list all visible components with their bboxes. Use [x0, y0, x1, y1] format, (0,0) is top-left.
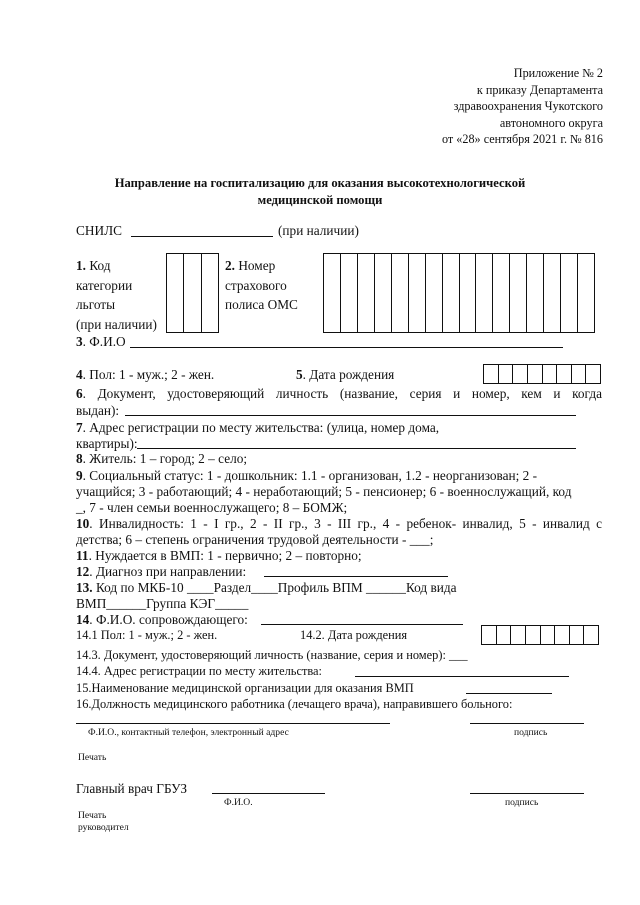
escort-address-field[interactable]: [355, 676, 569, 677]
entry-cell[interactable]: [476, 254, 493, 332]
field-2-line-1: Номер: [238, 258, 276, 273]
entry-cell[interactable]: [513, 365, 528, 383]
appendix-department: здравоохранения Чукотского: [453, 99, 603, 114]
field-2-label: [225, 256, 298, 315]
chief-doctor-signature-line[interactable]: [470, 793, 584, 794]
field-7-text: . Адрес регистрации по месту жительства: (улица, номер дома,: [82, 420, 440, 435]
snils-note: (при наличии): [278, 223, 359, 238]
field-1-line-2: категории: [76, 277, 133, 293]
field-10-text: . Инвалидность: 1 - I гр., 2 - II гр., 3 - III гр., 4 - ребенок- инвалид, 5 - инвалид с: [89, 516, 602, 531]
field-16-label: 16.Должность медицинского работника (лечащего врача), направившего больного:: [76, 697, 513, 711]
entry-cell[interactable]: [482, 626, 497, 644]
field-3-number: 3: [76, 334, 83, 349]
entry-cell[interactable]: [341, 254, 358, 332]
entry-cell[interactable]: [493, 254, 510, 332]
field-11-label: [76, 548, 362, 564]
field-14-2-label: 14.2. Дата рождения: [300, 628, 408, 642]
field-7-line-1: [76, 420, 439, 436]
field-1-line-4: (при наличии): [76, 316, 157, 332]
field-2-policy-number-boxes[interactable]: [323, 253, 595, 333]
entry-cell[interactable]: [392, 254, 409, 332]
appendix-number: Приложение № 2: [513, 66, 603, 80]
field-9-line-2: учащийся; 3 - работающий; 4 - неработающий; 5 - пенсионер; 6 - военнослужащий, код: [76, 484, 572, 499]
code-cell[interactable]: [167, 254, 184, 332]
code-cell[interactable]: [184, 254, 201, 332]
field-1-line-3: льготы: [76, 297, 116, 312]
entry-cell[interactable]: [526, 626, 541, 644]
field-14-4-label: 14.4. Адрес регистрации по месту жительства:: [76, 664, 322, 678]
field-11-number: 11: [76, 548, 89, 563]
entry-cell[interactable]: [499, 365, 514, 383]
code-cell[interactable]: [202, 254, 218, 332]
entry-cell[interactable]: [544, 254, 561, 332]
field-2-line-2: страхового: [225, 277, 287, 293]
snils-label: СНИЛС: [76, 223, 122, 238]
field-14-1-label: 14.1 Пол: 1 - муж.; 2 - жен.: [76, 628, 218, 642]
field-9-line-1: [76, 468, 537, 484]
entry-cell[interactable]: [561, 254, 578, 332]
field-10-line-1: [76, 516, 602, 532]
field-6-line-1: [76, 386, 602, 402]
field-2-line-3: полиса ОМС: [225, 297, 298, 312]
fio-field[interactable]: [130, 347, 563, 348]
doctor-fio-caption: Ф.И.О., контактный телефон, электронный адрес: [88, 727, 289, 738]
entry-cell[interactable]: [527, 254, 544, 332]
chief-fio-caption: Ф.И.О.: [224, 797, 253, 808]
field-13-line-2: ВМП______Группа КЭГ_____: [76, 596, 249, 611]
entry-cell[interactable]: [528, 365, 543, 383]
entry-cell[interactable]: [586, 365, 600, 383]
field-7-number: 7: [76, 420, 83, 435]
field-1-label: [76, 256, 157, 334]
entry-cell[interactable]: [578, 254, 594, 332]
field-13-text: Код по МКБ-10 ____Раздел____Профиль ВПМ ______Код вида: [92, 580, 457, 595]
field-6-line-2: выдан):: [76, 403, 120, 418]
field-5-number: 5: [296, 367, 303, 382]
entry-cell[interactable]: [570, 626, 585, 644]
field-9-text: . Социальный статус: 1 - дошкольник: 1.1 - организован, 1.2 - неорганизован; 2 -: [82, 468, 538, 483]
field-12-label: [76, 564, 246, 580]
birth-date-boxes[interactable]: [483, 364, 601, 384]
chief-stamp-caption-2: руководител: [78, 822, 129, 833]
entry-cell[interactable]: [572, 365, 587, 383]
organization-field[interactable]: [466, 693, 552, 694]
title-line-1: Направление на госпитализацию для оказания высокотехнологической: [114, 176, 526, 190]
document-field[interactable]: [125, 415, 576, 416]
field-9-number: 9: [76, 468, 83, 483]
entry-cell[interactable]: [409, 254, 426, 332]
field-1-line-1: Код: [89, 258, 111, 273]
address-field[interactable]: [137, 448, 576, 449]
appendix-region: автономного округа: [499, 115, 603, 130]
diagnosis-field[interactable]: [264, 576, 448, 577]
field-11-text: . Нуждается в ВМП: 1 - первично; 2 – повторно;: [88, 548, 362, 563]
field-5-label: [296, 367, 394, 383]
field-14-3-label: 14.3. Документ, удостоверяющий личность (название, серия и номер): ___: [76, 648, 468, 662]
entry-cell[interactable]: [511, 626, 526, 644]
field-6-text: . Документ, удостоверяющий личность (название, серия и номер, кем и когда: [82, 386, 602, 401]
appendix-header: [442, 65, 603, 148]
entry-cell[interactable]: [375, 254, 392, 332]
entry-cell[interactable]: [358, 254, 375, 332]
field-4-label: [76, 367, 214, 383]
escort-birth-date-boxes[interactable]: [481, 625, 599, 645]
doctor-signature-line[interactable]: [470, 723, 584, 724]
chief-stamp-caption-1: Печать: [78, 810, 107, 821]
field-12-number: 12: [76, 564, 90, 579]
field-10-number: 10: [76, 516, 90, 531]
field-4-text: . Пол: 1 - муж.; 2 - жен.: [82, 367, 215, 382]
chief-signature-caption: подпись: [505, 797, 539, 808]
snils-field[interactable]: [131, 236, 273, 237]
field-7-line-2: квартиры):: [76, 436, 138, 451]
escort-fio-field[interactable]: [261, 624, 463, 625]
field-5-text: . Дата рождения: [302, 367, 395, 382]
entry-cell[interactable]: [584, 626, 598, 644]
field-10-line-2: детства; 6 – степень ограничения трудовой деятельности - ___;: [76, 532, 434, 547]
field-6-number: 6: [76, 386, 83, 401]
field-3-label: [76, 334, 126, 350]
field-15-label: 15.Наименование медицинской организации для оказания ВМП: [76, 681, 414, 695]
field-13-line-1: [76, 580, 457, 596]
entry-cell[interactable]: [324, 254, 341, 332]
stamp-caption: Печать: [78, 752, 107, 763]
appendix-date: от «28» сентября 2021 г. № 816: [441, 132, 603, 147]
entry-cell[interactable]: [543, 365, 558, 383]
field-14-number: 14: [76, 612, 90, 627]
field-8-label: [76, 451, 247, 467]
chief-doctor-fio-line[interactable]: [212, 793, 325, 794]
entry-cell[interactable]: [541, 626, 556, 644]
field-1-benefit-code-boxes[interactable]: [166, 253, 219, 333]
field-4-number: 4: [76, 367, 83, 382]
appendix-order: к приказу Департамента: [476, 82, 603, 97]
entry-cell[interactable]: [460, 254, 477, 332]
document-title: [0, 175, 640, 208]
field-3-text: . Ф.И.О: [82, 334, 126, 349]
entry-cell[interactable]: [557, 365, 572, 383]
doctor-fio-line[interactable]: [76, 723, 390, 724]
field-2-number: 2.: [225, 258, 235, 273]
field-1-number: 1.: [76, 258, 86, 273]
field-9-line-3: _, 7 - член семьи военнослужащего; 8 – БОМЖ;: [76, 500, 348, 515]
entry-cell[interactable]: [555, 626, 570, 644]
field-14-label: [76, 612, 248, 628]
field-13-number: 13.: [76, 580, 93, 595]
field-8-number: 8: [76, 451, 83, 466]
entry-cell[interactable]: [484, 365, 499, 383]
entry-cell[interactable]: [510, 254, 527, 332]
field-12-text: . Диагноз при направлении:: [89, 564, 247, 579]
field-8-text: . Житель: 1 – город; 2 – село;: [82, 451, 248, 466]
entry-cell[interactable]: [497, 626, 512, 644]
chief-doctor-label: Главный врач ГБУЗ: [76, 781, 188, 796]
entry-cell[interactable]: [443, 254, 460, 332]
entry-cell[interactable]: [426, 254, 443, 332]
doctor-signature-caption: подпись: [514, 727, 548, 738]
field-14-text: . Ф.И.О. сопровождающего:: [89, 612, 248, 627]
title-line-2: медицинской помощи: [257, 192, 383, 207]
